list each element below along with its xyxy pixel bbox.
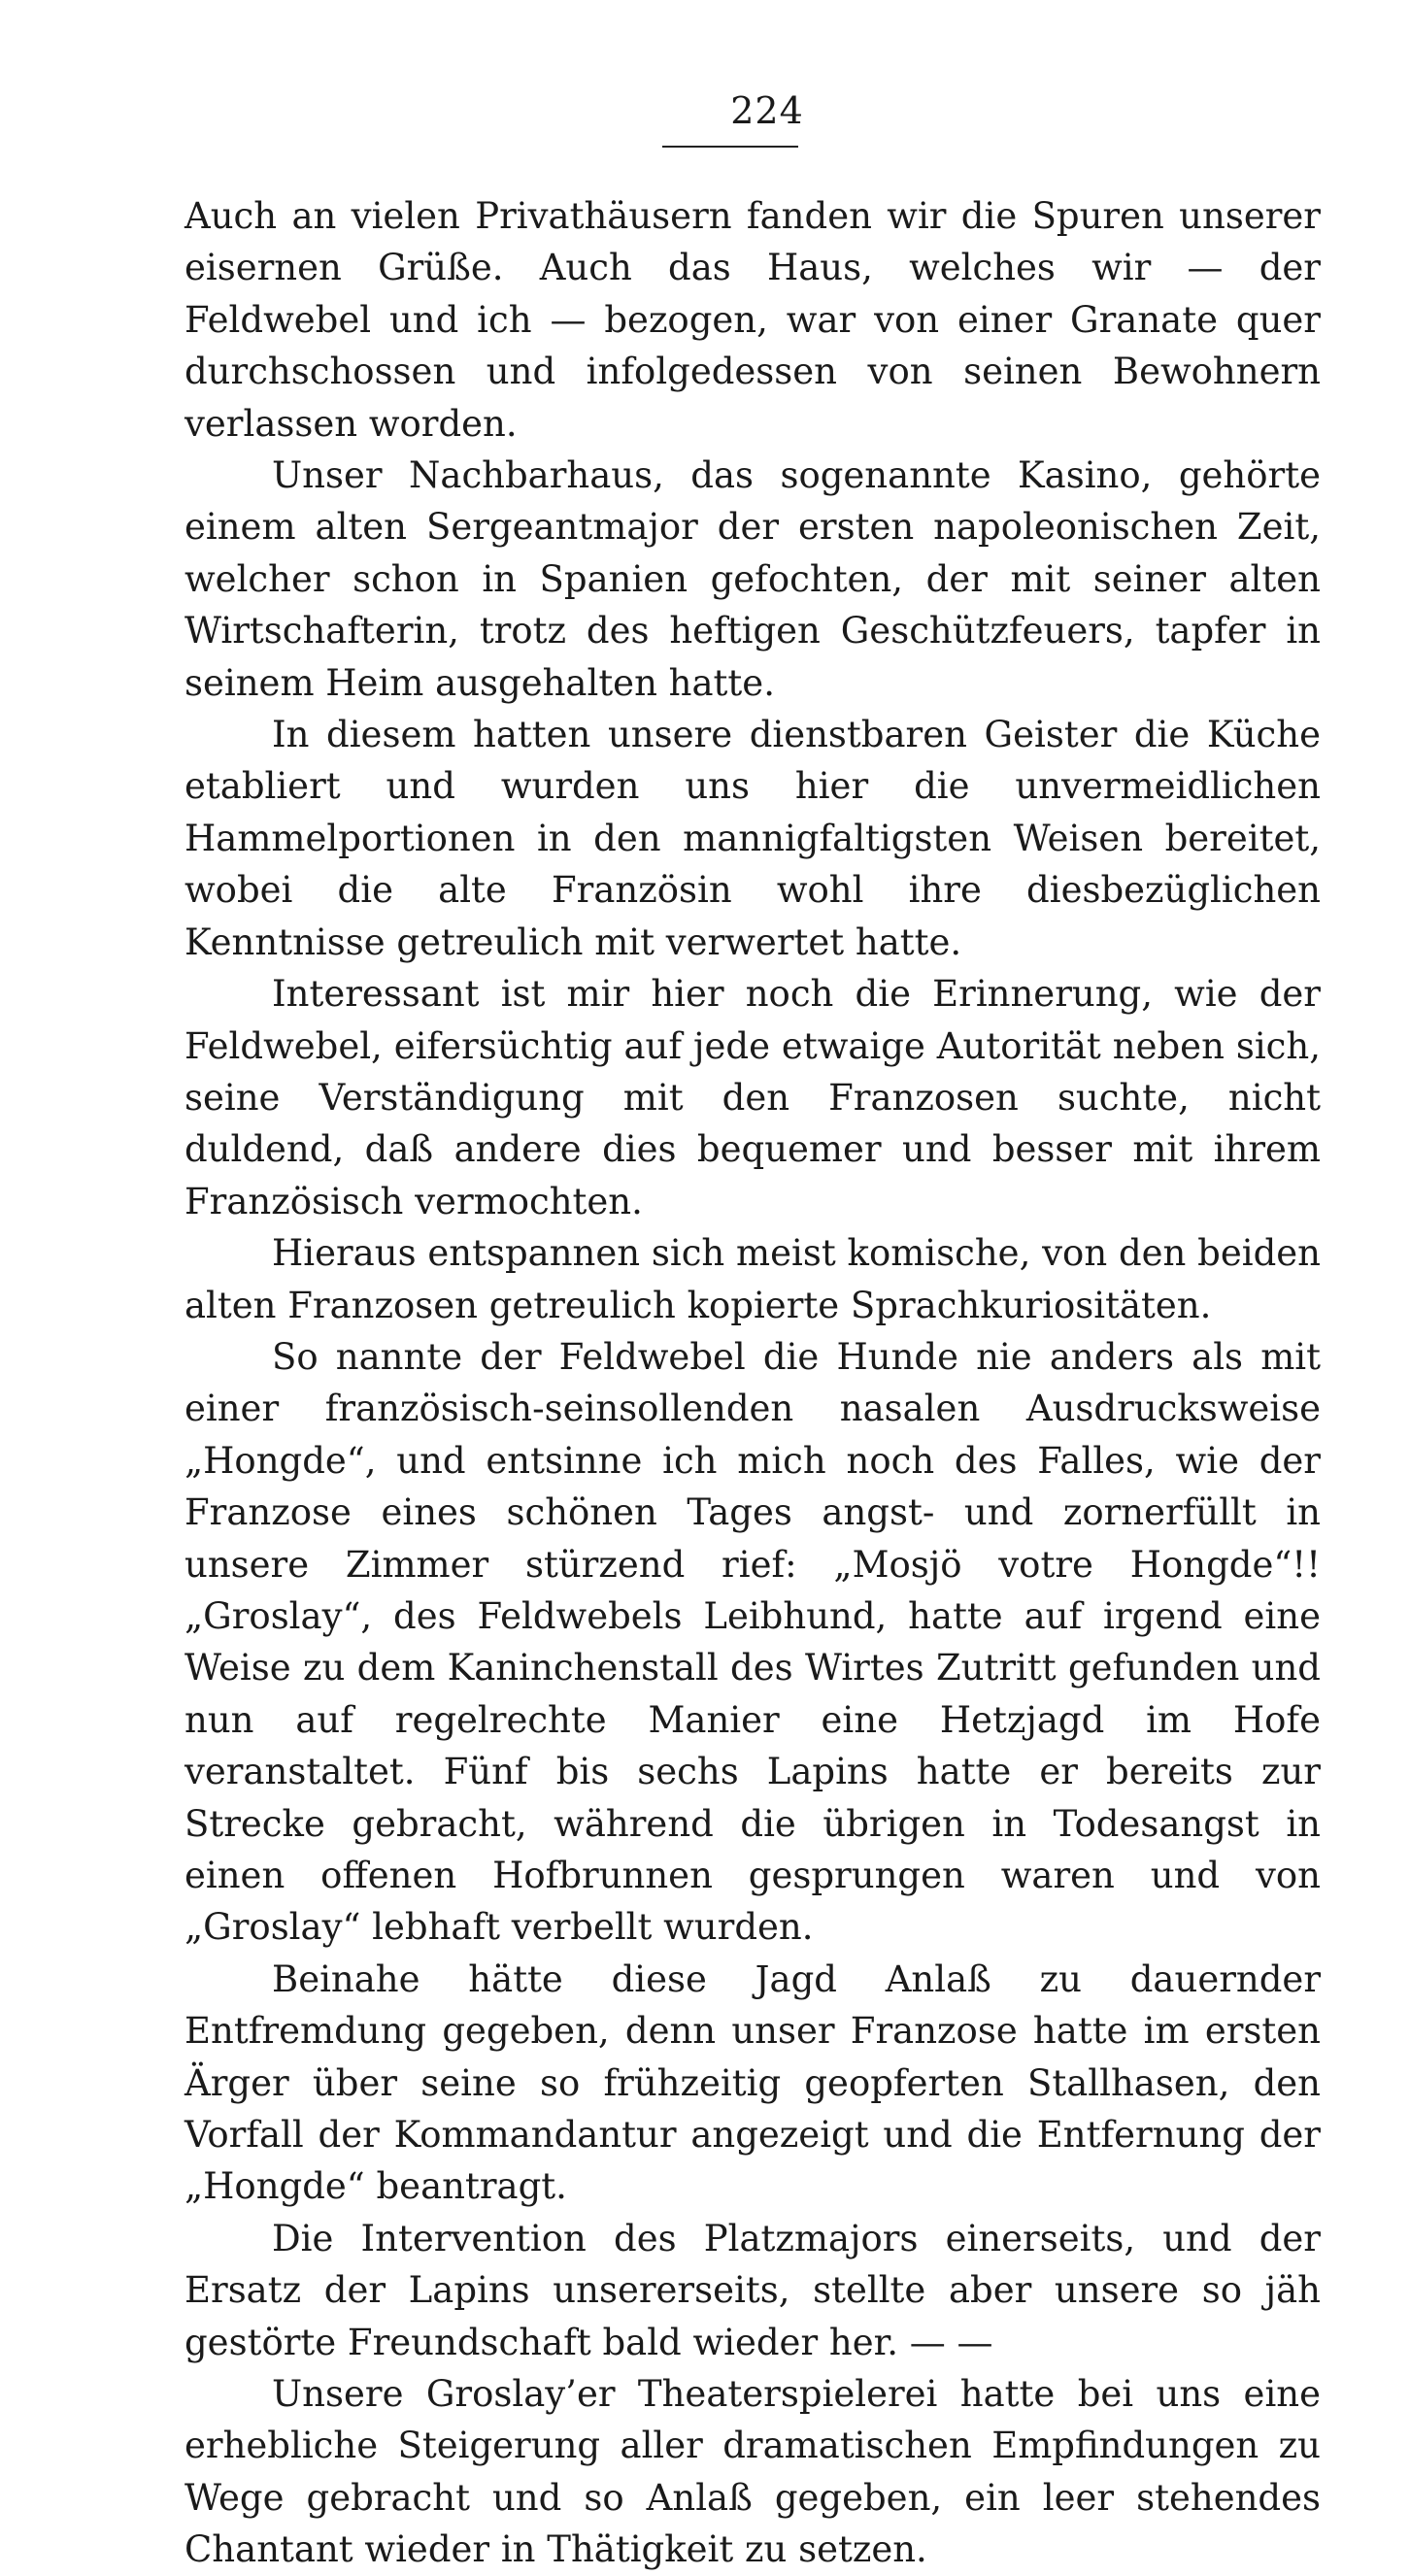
paragraph: Beinahe hätte diese Jagd Anlaß zu dauernder Entfremdung gegeben, denn unser Franzose hatte im ersten Ärger über seine so frühzeitig geopferten Stallhasen, den Vorfall der Kommandantur angezeigt und die Entfernung der „Hongde“ beantragt. <box>185 1957 1321 2208</box>
paragraph: Auch an vielen Privathäusern fanden wir die Spuren unserer eisernen Grüße. Auch das Haus, welches wir — der Feldwebel und ich — bezogen, war von einer Granate quer durchschossen und infolgedessen von seinen Bewohnern verlassen worden. <box>185 195 1321 445</box>
paragraph: Unsere Groslay’er Theaterspielerei hatte bei uns eine erhebliche Steigerung aller dramatischen Empfindungen zu Wege gebracht und so Anlaß gegeben, ein leer stehendes Chantant wieder in Thätigkeit zu setzen. <box>185 2373 1321 2571</box>
paragraph: In diesem hatten unsere dienstbaren Geister die Küche etabliert und wurden uns hier die unvermeidlichen Hammelportionen in den mannigfaltigsten Weisen bereitet, wobei die alte Französin wohl ihre diesbezüglichen Kenntnisse getreulich mit verwertet hatte. <box>185 714 1321 963</box>
paragraph: So nannte der Feldwebel die Hunde nie anders als mit einer französisch-seinsollenden nasalen Ausdrucksweise „Hongde“, und entsinne ich mich noch des Falles, wie der Franzose eines schönen Tages angst- und zornerfüllt in unsere Zimmer stürzend rief: „Mosjö votre Hongde“!! „Groslay“, des Feldwebels Leibhund, hatte auf irgend eine Weise zu dem Kaninchenstall des Wirtes Zutritt gefunden und nun auf regelrechte Manier eine Hetzjagd im Hofe veranstaltet. Fünf bis sechs Lapins hatte er bereits zur Strecke gebracht, während die übrigen in Todesangst in einen offenen Hofbrunnen gesprungen waren und von „Groslay“ lebhaft verbellt wurden. <box>185 1335 1321 1949</box>
paragraph: Unser Nachbarhaus, das sogenannte Kasino, gehörte einem alten Sergeantmajor der ersten napoleonischen Zeit, welcher schon in Spanien gefochten, der mit seiner alten Wirtschafterin, trotz des heftigen Geschützfeuers, tapfer in seinem Heim ausgehalten hatte. <box>185 454 1321 704</box>
page-number-rule <box>662 146 798 148</box>
body-text <box>185 190 1321 2576</box>
paragraph: Interessant ist mir hier noch die Erinnerung, wie der Feldwebel, eifersüchtig auf jede etwaige Autorität neben sich, seine Verständigung mit den Franzosen suchte, nicht duldend, daß andere dies bequemer und besser mit ihrem Französisch vermochten. <box>185 973 1321 1222</box>
page-number: 224 <box>730 89 804 132</box>
paragraph: Die Intervention des Platzmajors einerseits, und der Ersatz der Lapins unsererseits, stellte aber unsere so jäh gestörte Freundschaft bald wieder her. — — <box>185 2217 1321 2363</box>
paragraph: Hieraus entspannen sich meist komische, von den beiden alten Franzosen getreulich kopierte Sprachkuriositäten. <box>185 1232 1321 1326</box>
